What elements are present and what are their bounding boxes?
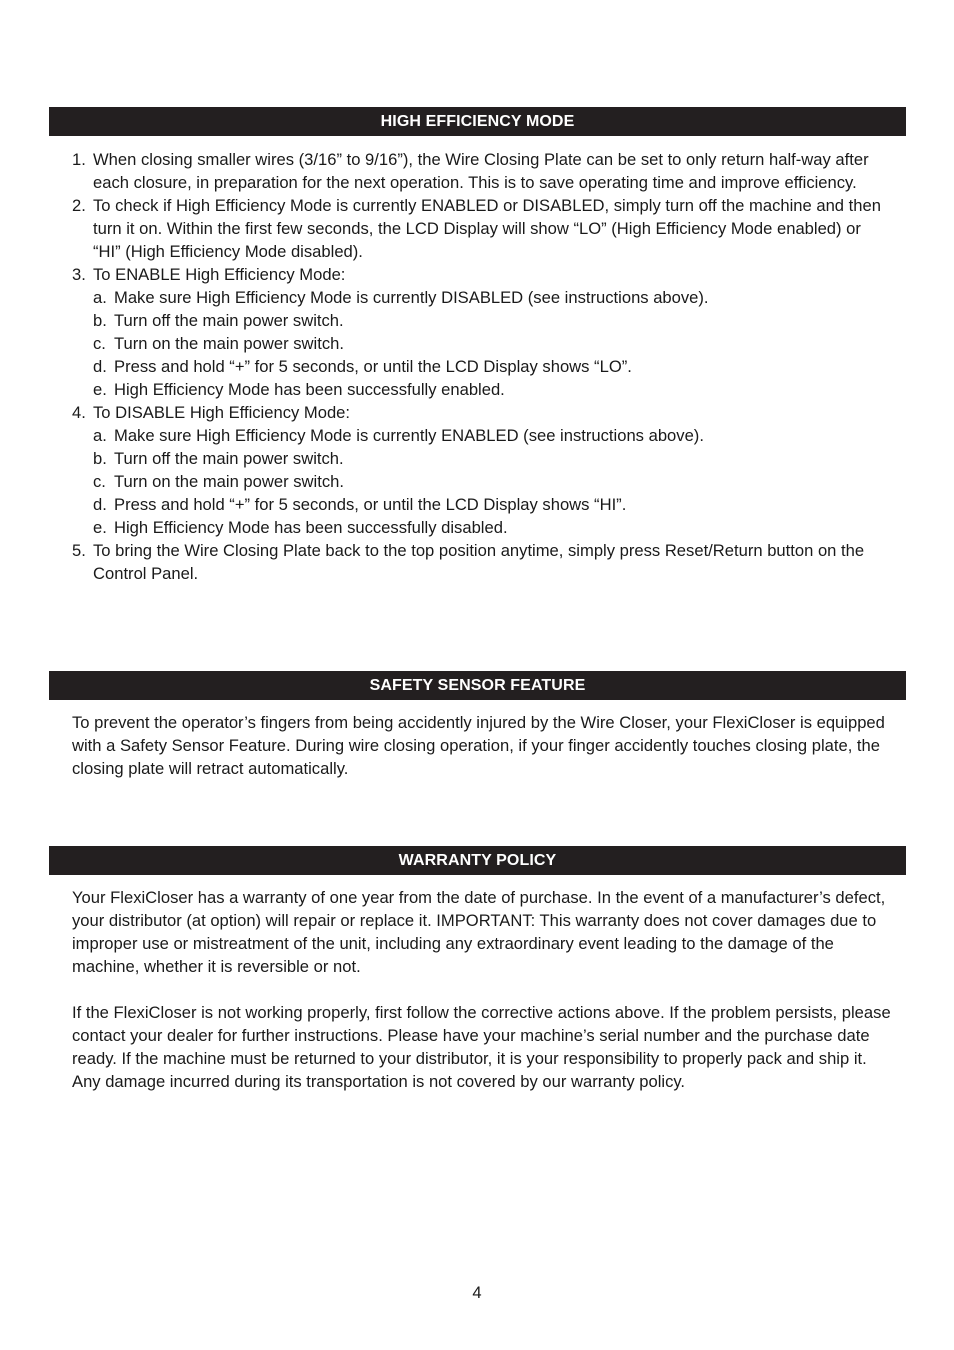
sub-list-letter: b. xyxy=(93,449,107,468)
sub-list-item xyxy=(72,493,892,516)
sub-list-text: Turn on the main power switch. xyxy=(114,334,344,353)
sub-list-item xyxy=(72,332,892,355)
sub-list-item xyxy=(72,355,892,378)
safety-sensor-text: To prevent the operator’s fingers from being accidently injured by the Wire Closer, your FlexiCloser is equipped with a Safety Sensor Feature. During wire closing operation, if your finger accidently touches closing plate, the closing plate will retract automatically. xyxy=(72,713,885,778)
sub-list-text: High Efficiency Mode has been successfully disabled. xyxy=(114,518,508,537)
list-item-text: To DISABLE High Efficiency Mode: xyxy=(93,403,351,422)
list-item-text: When closing smaller wires (3/16” to 9/16”), the Wire Closing Plate can be set to only return half-way after each closure, in preparation for the next operation. This is to save operating time and improve efficiency. xyxy=(93,150,869,192)
sub-list-letter: e. xyxy=(93,380,107,399)
sub-list-item xyxy=(72,309,892,332)
section-header-warranty-policy: WARRANTY POLICY xyxy=(49,846,906,875)
sub-list-letter: c. xyxy=(93,472,106,491)
list-number: 3. xyxy=(72,265,86,284)
sub-list-text: Press and hold “+” for 5 seconds, or until the LCD Display shows “LO”. xyxy=(114,357,632,376)
list-item xyxy=(72,401,892,424)
page-number: 4 xyxy=(472,1283,482,1302)
sub-list-item xyxy=(72,470,892,493)
sub-list-text: High Efficiency Mode has been successfully enabled. xyxy=(114,380,505,399)
sub-list-text: Turn off the main power switch. xyxy=(114,311,344,330)
list-item xyxy=(72,263,892,286)
section-header-safety-sensor-feature: SAFETY SENSOR FEATURE xyxy=(49,671,906,700)
list-item xyxy=(72,194,892,263)
sub-list-letter: c. xyxy=(93,334,106,353)
sub-list-item xyxy=(72,516,892,539)
sub-list-item xyxy=(72,447,892,470)
sub-list-letter: a. xyxy=(93,426,107,445)
sub-list-letter: a. xyxy=(93,288,107,307)
sub-list-text: Turn off the main power switch. xyxy=(114,449,344,468)
list-number: 4. xyxy=(72,403,86,422)
safety-sensor-paragraph xyxy=(72,711,892,780)
list-item-text: To bring the Wire Closing Plate back to the top position anytime, simply press Reset/Return button on the Control Panel. xyxy=(93,541,865,583)
list-number: 2. xyxy=(72,196,86,215)
list-number: 5. xyxy=(72,541,86,560)
sub-list-letter: e. xyxy=(93,518,107,537)
sub-list-text: Turn on the main power switch. xyxy=(114,472,344,491)
warranty-paragraphs xyxy=(72,886,892,1093)
sub-list-item xyxy=(72,378,892,401)
sub-list-text: Make sure High Efficiency Mode is currently DISABLED (see instructions above). xyxy=(114,288,709,307)
sub-list-item xyxy=(72,424,892,447)
sub-list-text: Make sure High Efficiency Mode is currently ENABLED (see instructions above). xyxy=(114,426,704,445)
sub-list-letter: b. xyxy=(93,311,107,330)
warranty-paragraph-1: Your FlexiCloser has a warranty of one year from the date of purchase. In the event of a manufacturer’s defect, your distributor (at option) will repair or replace it. IMPORTANT: This warranty does not cover damages due to improper use or mistreatment of the unit, including any extraordinary event leading to the damage of the machine, whether it is reversible or not. xyxy=(72,888,886,976)
list-item xyxy=(72,539,892,585)
sub-list-letter: d. xyxy=(93,357,107,376)
list-item-text: To ENABLE High Efficiency Mode: xyxy=(93,265,346,284)
sub-list-item xyxy=(72,286,892,309)
list-item xyxy=(72,148,892,194)
sub-list-text: Press and hold “+” for 5 seconds, or until the LCD Display shows “HI”. xyxy=(114,495,627,514)
high-efficiency-mode-list xyxy=(72,148,892,585)
warranty-paragraph-2: If the FlexiCloser is not working properly, first follow the corrective actions above. If the problem persists, please contact your dealer for further instructions. Please have your machine’s serial number and the purchase date ready. If the machine must be returned to your distributor, it is your responsibility to properly pack and ship it. Any damage incurred during its transportation is not covered by our warranty policy. xyxy=(72,1003,891,1091)
sub-list-letter: d. xyxy=(93,495,107,514)
section-header-high-efficiency-mode: HIGH EFFICIENCY MODE xyxy=(49,107,906,136)
list-number: 1. xyxy=(72,150,86,169)
list-item-text: To check if High Efficiency Mode is currently ENABLED or DISABLED, simply turn off the machine and then turn it on. Within the first few seconds, the LCD Display will show “LO” (High Efficiency Mode enabled) or “HI” (High Efficiency Mode disabled). xyxy=(93,196,881,261)
